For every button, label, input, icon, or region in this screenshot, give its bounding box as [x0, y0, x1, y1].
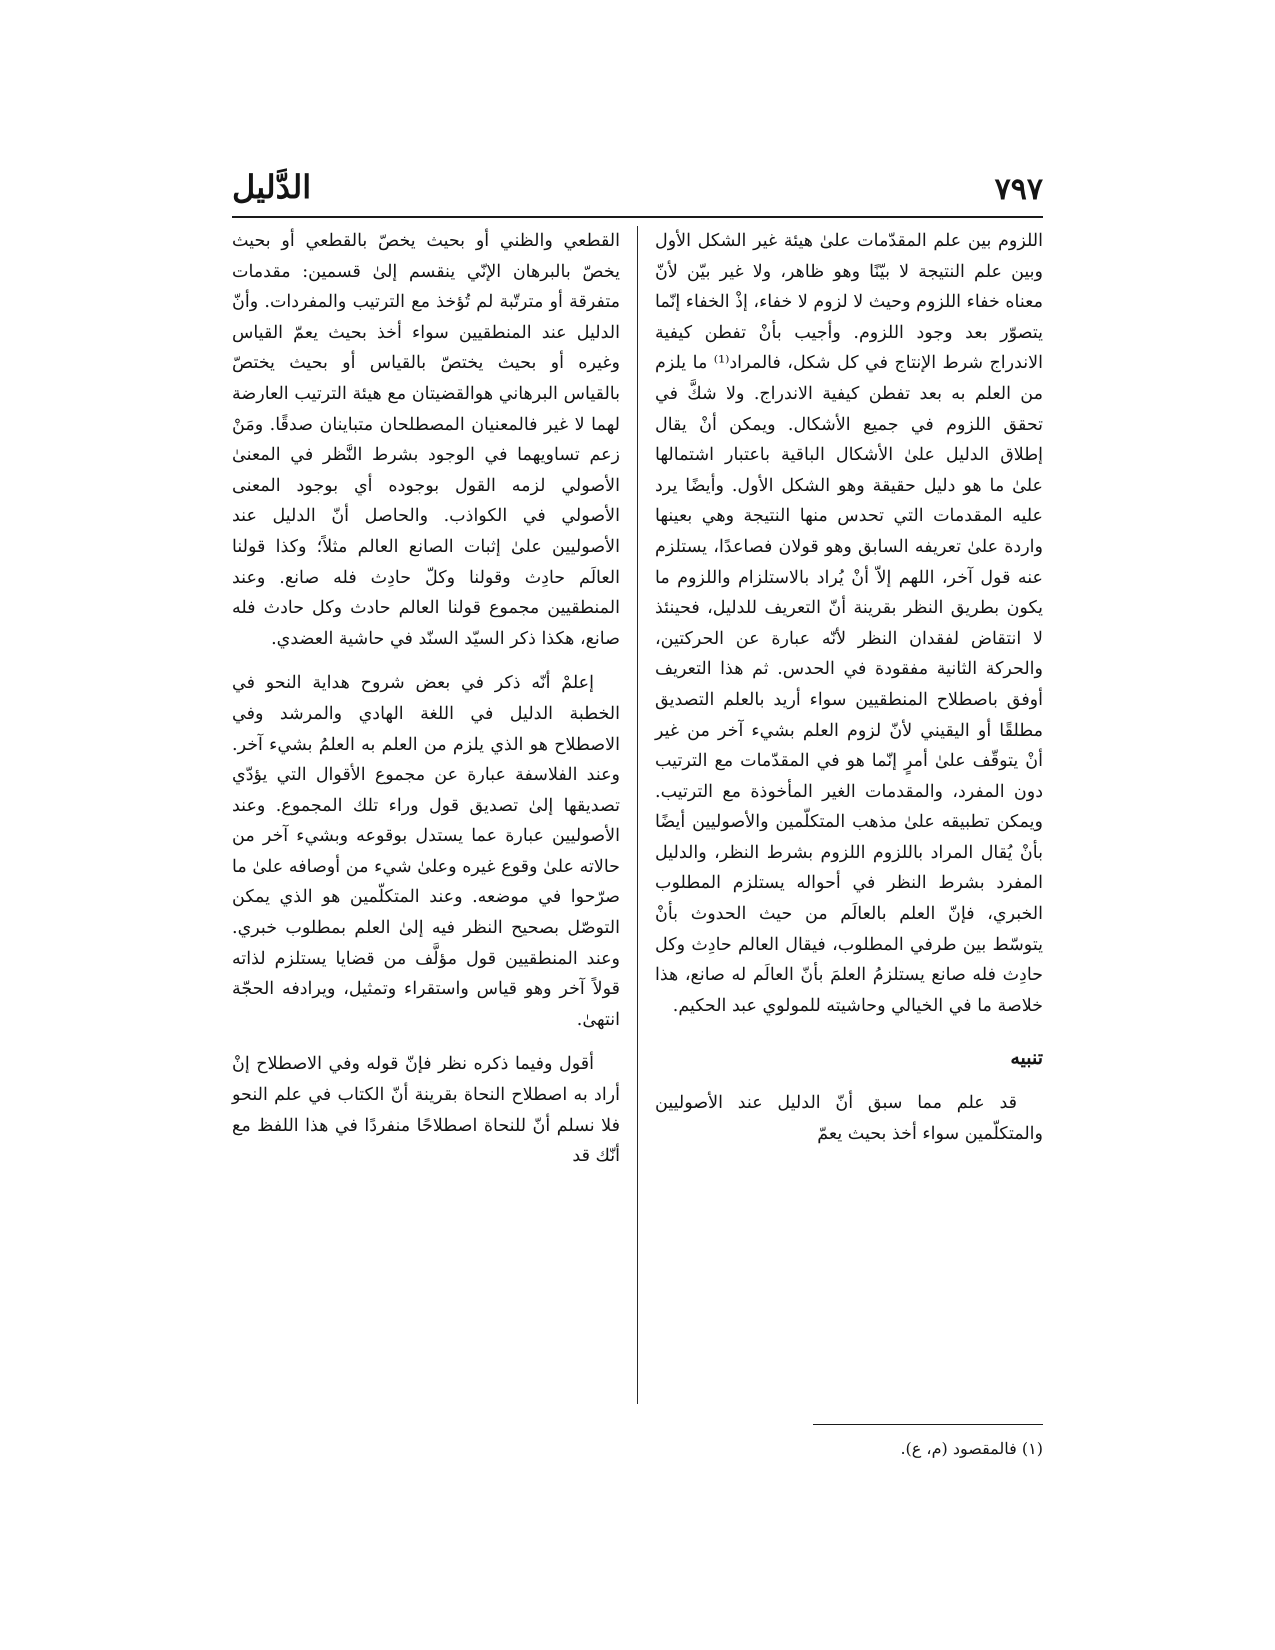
right-column — [655, 226, 1043, 1149]
left-column — [232, 226, 620, 1172]
column-divider — [637, 226, 638, 1404]
left-paragraph-1: القطعي والظني أو بحيث يخصّ بالقطعي أو بحيث يخصّ بالبرهان الإنّي ينقسم إلىٰ قسمين: مقدمات متفرقة أو مترتّبة لم تُؤخذ مع الترتيب والمفردات. وأنّ الدليل عند المنطقيين سواء أخذ بحيث يعمّ القياس وغيره أو بحيث يختصّ بالقياس أو بحيث يختصّ بالقياس البرهاني هوالقضيتان مع هيئة الترتيب العارضة لهما لا غير فالمعنيان المصطلحان متباينان صدقًا. ومَنْ زعم تساويهما في الوجود بشرط النَّظر في المعنىٰ الأصولي لزمه القول بوجوده أي بوجود المعنى الأصولي في الكواذب. والحاصل أنّ الدليل عند الأصوليين علىٰ إثبات الصانع العالم مثلاً؛ وكذا قولنا العالَم حادِث وقولنا وكلّ حادِث فله صانع. وعند المنطقيين مجموع قولنا العالم حادث وكل حادث فله صانع، هكذا ذكر السيّد السنّد في حاشية العضدي. — [232, 231, 620, 649]
left-paragraph-2: إعلمْ أنّه ذكر في بعض شروح هداية النحو في الخطبة الدليل في اللغة الهادي والمرشد وفي الاصطلاح هو الذي يلزم من العلم به العلمُ بشيء آخر. وعند الفلاسفة عبارة عن مجموع الأقوال التي يؤدّي تصديقها إلىٰ تصديق قول وراء تلك المجموع. وعند الأصوليين عبارة عما يستدل بوقوعه وبشيء آخر من حالاته علىٰ وقوع غيره وعلىٰ شيء من أوصافه علىٰ ما صرّحوا في موضعه. وعند المتكلّمين هو الذي يمكن التوصّل بصحيح النظر فيه إلىٰ العلم بمطلوب خبري. وعند المنطقيين قول مؤلَّف من قضايا يستلزم لذاته قولاً آخر وهو قياس واستقراء وتمثيل، ويرادفه الحجّة انتهىٰ. — [232, 673, 620, 1030]
page-number: ٧٩٧ — [994, 172, 1043, 207]
section-heading-tanbih: تنبيه — [1010, 1047, 1043, 1070]
footnote-rule — [813, 1424, 1043, 1425]
header-rule — [232, 216, 1043, 218]
left-paragraph-3: أقول وفيما ذكره نظر فإنّ قوله وفي الاصطلاح إنْ أراد به اصطلاح النحاة بقرينة أنّ الكتاب في علم النحو فلا نسلم أنّ للنحاة اصطلاحًا منفردًا في هذا اللفظ مع أنّك قد — [232, 1054, 620, 1167]
right-paragraph-1: اللزوم بين علم المقدّمات علىٰ هيئة غير الشكل الأول وبين علم النتيجة لا بيّنًا وهو ظاهر، ولا غير بيّن لأنّ معناه خفاء اللزوم وحيث لا لزوم لا خفاء، إذْ الخفاء إنّما يتصوّر بعد وجود اللزوم. وأجيب بأنْ تفطن كيفية الاندراج شرط الإنتاج في كل شكل، فالمراد⁽¹⁾ ما يلزم من العلم به بعد تفطن كيفية الاندراج. ولا شكَّ في تحقق اللزوم في جميع الأشكال. ويمكن أنْ يقال إطلاق الدليل علىٰ الأشكال الباقية باعتبار اشتمالها علىٰ ما هو دليل حقيقة وهو الشكل الأول. وأيضًا يرد عليه المقدمات التي تحدس منها النتيجة وهي بعينها واردة علىٰ تعريفه السابق وهو قولان فصاعدًا، يستلزم عنه قول آخر، اللهم إلاّ أنْ يُراد بالاستلزام واللزوم ما يكون بطريق النظر بقرينة أنّ التعريف للدليل، فحينئذ لا انتقاض لفقدان النظر لأنّه عبارة عن الحركتين، والحركة الثانية مفقودة في الحدس. ثم هذا التعريف أوفق باصطلاح المنطقيين سواء أريد بالعلم التصديق مطلقًا أو اليقيني لأنّ لزوم العلم بشيء آخر من غير أنْ يتوقّف علىٰ أمرٍ إنّما هو في المقدّمات مع الترتيب دون المفرد، والمقدمات الغير المأخوذة مع الترتيب. ويمكن تطبيقه علىٰ مذهب المتكلّمين والأصوليين أيضًا بأنْ يُقال المراد باللزوم اللزوم بشرط النظر، والدليل المفرد بشرط النظر في أحواله يستلزم المطلوب الخبري، فإنّ العلم بالعالَم من حيث الحدوث بأنْ يتوسّط بين طرفي المطلوب، فيقال العالم حادِث وكل حادِث فله صانع يستلزمُ العلمَ بأنّ العالَم له صانع، هذا خلاصة ما في الخيالي وحاشيته للمولوي عبد الحكيم. — [655, 231, 1043, 1016]
running-title: الدَّليل — [232, 168, 312, 206]
footnote: (١) فالمقصود (م، ع). — [900, 1439, 1043, 1458]
right-paragraph-2: قد علم مما سبق أنّ الدليل عند الأصوليين والمتكلّمين سواء أخذ بحيث يعمّ — [655, 1093, 1043, 1144]
